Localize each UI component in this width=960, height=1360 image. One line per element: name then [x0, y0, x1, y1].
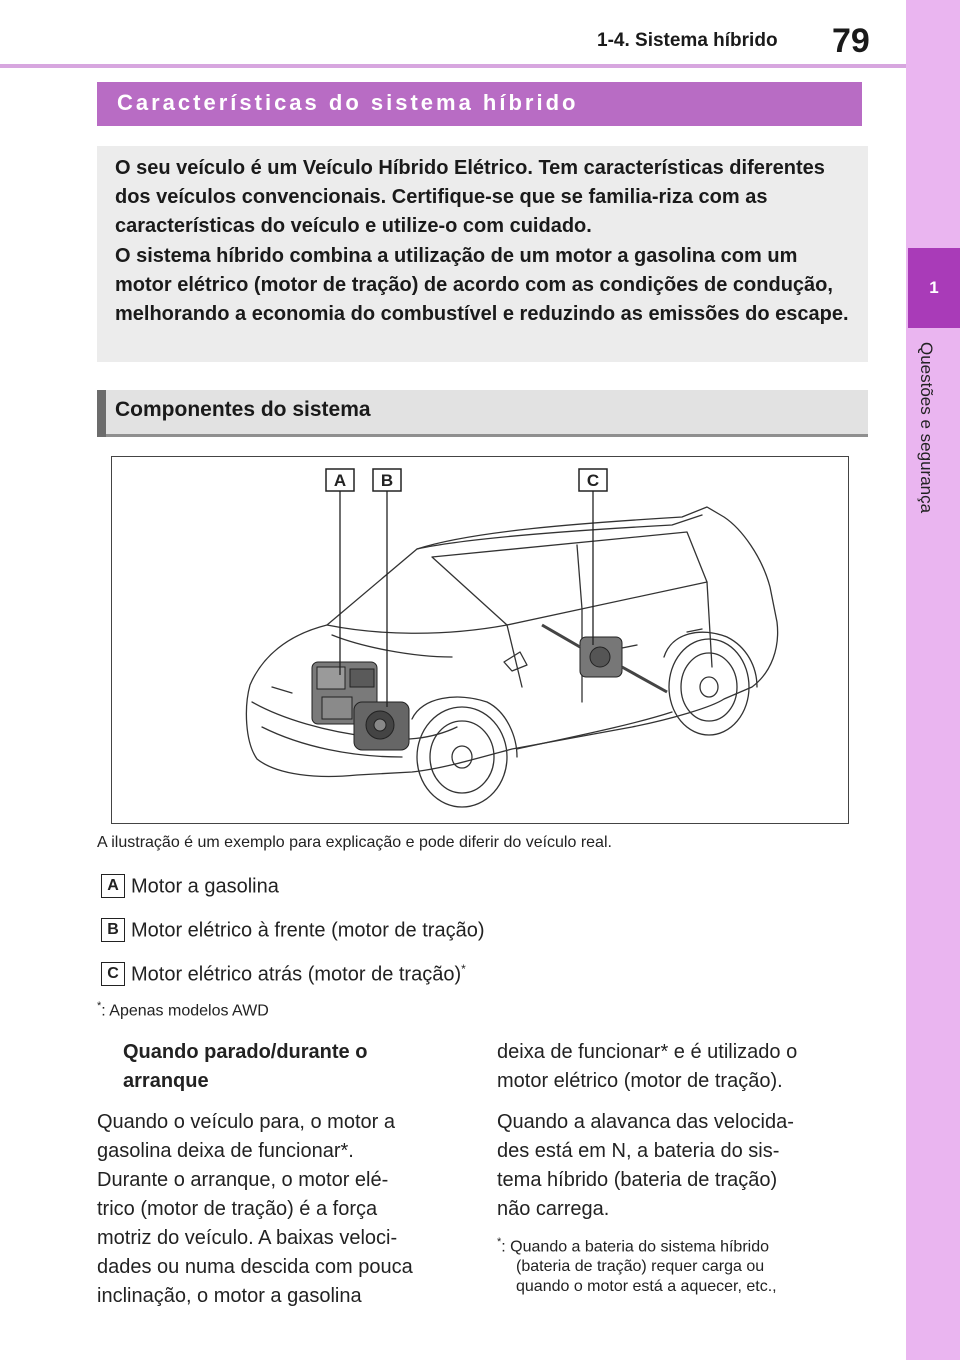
body-line: trico (motor de tração) é a força: [97, 1198, 378, 1220]
footnote-line: *: Quando a bateria do sistema híbrido: [497, 1236, 769, 1256]
chapter-title: Questões e segurança: [917, 342, 936, 514]
callout-label-c: C: [586, 471, 600, 490]
body-line: Quando o veículo para, o motor a: [97, 1111, 395, 1133]
footnote-line: quando o motor está a aquecer, etc.,: [516, 1278, 777, 1296]
callout-a: [326, 469, 354, 491]
subheading-line: arranque: [123, 1070, 209, 1092]
callout-label-b: B: [380, 471, 394, 490]
callout-b: [373, 469, 401, 491]
intro-box: [97, 146, 868, 362]
section-title: Características do sistema híbrido: [117, 90, 579, 115]
subsection-bar-marker: [97, 390, 106, 437]
body-line: não carrega.: [497, 1198, 610, 1220]
chapter-side-strip: [906, 0, 960, 1360]
intro-paragraph: O seu veículo é um Veículo Híbrido Elétrico. Tem características diferentes dos veículos convencionais. Certifique-se que se familia-riza com as características do veículo e utilize-o com cuidado.: [115, 157, 825, 237]
body-line: des está em N, a bateria do sis-: [497, 1140, 780, 1162]
legend-key: C: [101, 962, 125, 986]
legend-footnote: [97, 1000, 269, 1020]
subsection-title-bar: [97, 390, 868, 437]
page-number: 79: [832, 22, 870, 60]
running-header-section: 1-4. Sistema híbrido: [597, 30, 778, 51]
hybrid-suv-diagram: [112, 457, 848, 823]
legend-text: Motor a gasolina: [131, 875, 279, 898]
footnote-line: (bateria de tração) requer carga ou: [516, 1258, 765, 1276]
legend-key: A: [101, 874, 125, 898]
subsection-title: Componentes do sistema: [115, 398, 371, 421]
body-line: tema híbrido (bateria de tração): [497, 1169, 778, 1191]
body-line: dades ou numa descida com pouca: [97, 1256, 413, 1278]
section-title-bar: [97, 82, 862, 126]
body-line: gasolina deixa de funcionar*.: [97, 1140, 354, 1162]
body-line: inclinação, o motor a gasolina: [97, 1285, 362, 1307]
footnote-text: : Apenas modelos AWD: [101, 1002, 269, 1020]
legend-text: Motor elétrico atrás (motor de tração): [131, 963, 462, 986]
body-line: motriz do veículo. A baixas veloci-: [97, 1227, 398, 1249]
intro-paragraph: O sistema híbrido combina a utilização de um motor a gasolina com um motor elétrico (motor de tração) de acordo com as condições de condução, melhorando a economia do combustível e reduzindo as emissões do escape.: [115, 245, 849, 325]
legend-asterisk: *: [461, 962, 466, 976]
left-column: [97, 1038, 467, 1311]
illustration-caption: A ilustração é um exemplo para explicação e pode diferir do veículo real.: [97, 834, 612, 851]
chapter-title-tab[interactable]: [916, 342, 946, 572]
vehicle-illustration: [111, 456, 849, 824]
header-rule: [0, 64, 906, 68]
legend-key: B: [101, 918, 125, 942]
subheading-line: Quando parado/durante o: [123, 1041, 368, 1063]
footnote-mark: *: [97, 1000, 102, 1012]
body-line: deixa de funcionar* e é utilizado o: [497, 1041, 798, 1063]
body-line: Durante o arranque, o motor elé-: [97, 1169, 389, 1191]
body-line: motor elétrico (motor de tração).: [497, 1070, 783, 1092]
chapter-number-tab[interactable]: 1: [908, 248, 960, 328]
right-column: [497, 1038, 867, 1297]
footnote-mark: *: [497, 1236, 502, 1248]
body-line: Quando a alavanca das velocida-: [497, 1111, 794, 1133]
callout-c: [579, 469, 607, 491]
legend-text: Motor elétrico à frente (motor de tração): [131, 919, 485, 942]
callout-label-a: A: [333, 471, 347, 490]
